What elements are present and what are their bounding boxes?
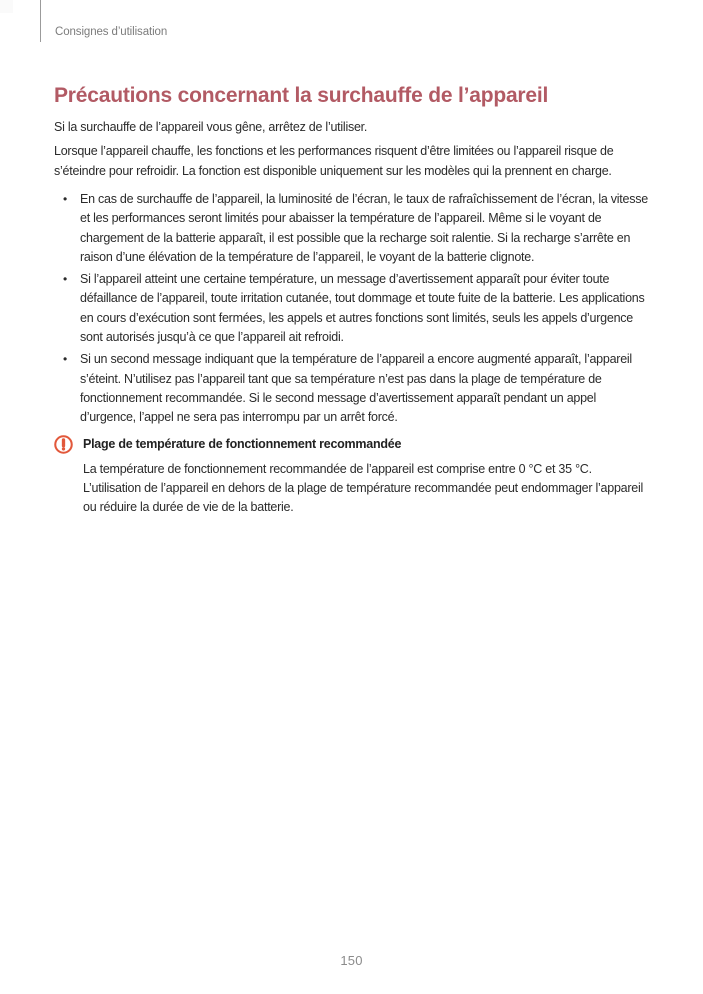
intro-paragraph: Si la surchauffe de l’appareil vous gêne, arrêtez de l’utiliser. bbox=[54, 120, 368, 135]
list-item: • Si un second message indiquant que la température de l’appareil a encore augmenté apparaît, l’appareil s’éteint. N’utilisez pas l’appareil tant que sa température n’est pas dans la plage de température de fonctionnement recommandée. Si le second message d’avertissement apparaît pendant un appel d’urgence, l’appel ne sera pas interrompu par un arrêt forcé. bbox=[54, 350, 651, 427]
note-heading: Plage de température de fonctionnement recommandée bbox=[83, 436, 402, 451]
header-vertical-rule bbox=[40, 0, 41, 42]
corner-artifact bbox=[0, 0, 13, 13]
warning-icon bbox=[54, 435, 73, 454]
list-item: • En cas de surchauffe de l’appareil, la luminosité de l’écran, le taux de rafraîchissement de l’écran, la vitesse et les performances seront limités pour abaisser la température de l’appareil. Même si le voyant de chargement de la batterie apparaît, il est possible que la recharge soit ralentie. Si la recharge s’arrête en raison d’une élévation de la température de l’appareil, le voyant de la batterie clignote. bbox=[54, 190, 651, 267]
main-content bbox=[54, 84, 651, 517]
list-item: • Si l’appareil atteint une certaine température, un message d’avertissement apparaît pour éviter toute défaillance de l’appareil, toute irritation cutanée, tout dommage et toute fuite de la batterie. Les applications en cours d’exécution sont fermées, les appels et autres fonctions sont limités, seuls les appels d’urgence sont autorisés jusqu’à ce que l’appareil ait refroidi. bbox=[54, 270, 651, 347]
note-body bbox=[83, 435, 651, 518]
running-header: Consignes d’utilisation bbox=[55, 26, 168, 38]
section-title: Précautions concernant la surchauffe de l’appareil bbox=[54, 84, 549, 107]
page-number: 150 bbox=[340, 953, 363, 968]
overview-paragraph: Lorsque l’appareil chauffe, les fonctions et les performances risquent d’être limitées ou l’appareil risque de s’éteindre pour refroidir. La fonction est disponible uniquement sur les modèles qui la prennent en charge. bbox=[54, 144, 614, 178]
warning-note bbox=[54, 435, 651, 518]
note-text: La température de fonctionnement recommandée de l’appareil est comprise entre 0 °C et 35 °C. L’utilisation de l’appareil en dehors de la plage de température recommandée peut endommager l’appareil ou réduire la durée de vie de la batterie. bbox=[83, 461, 644, 515]
bullet-list bbox=[54, 190, 651, 428]
